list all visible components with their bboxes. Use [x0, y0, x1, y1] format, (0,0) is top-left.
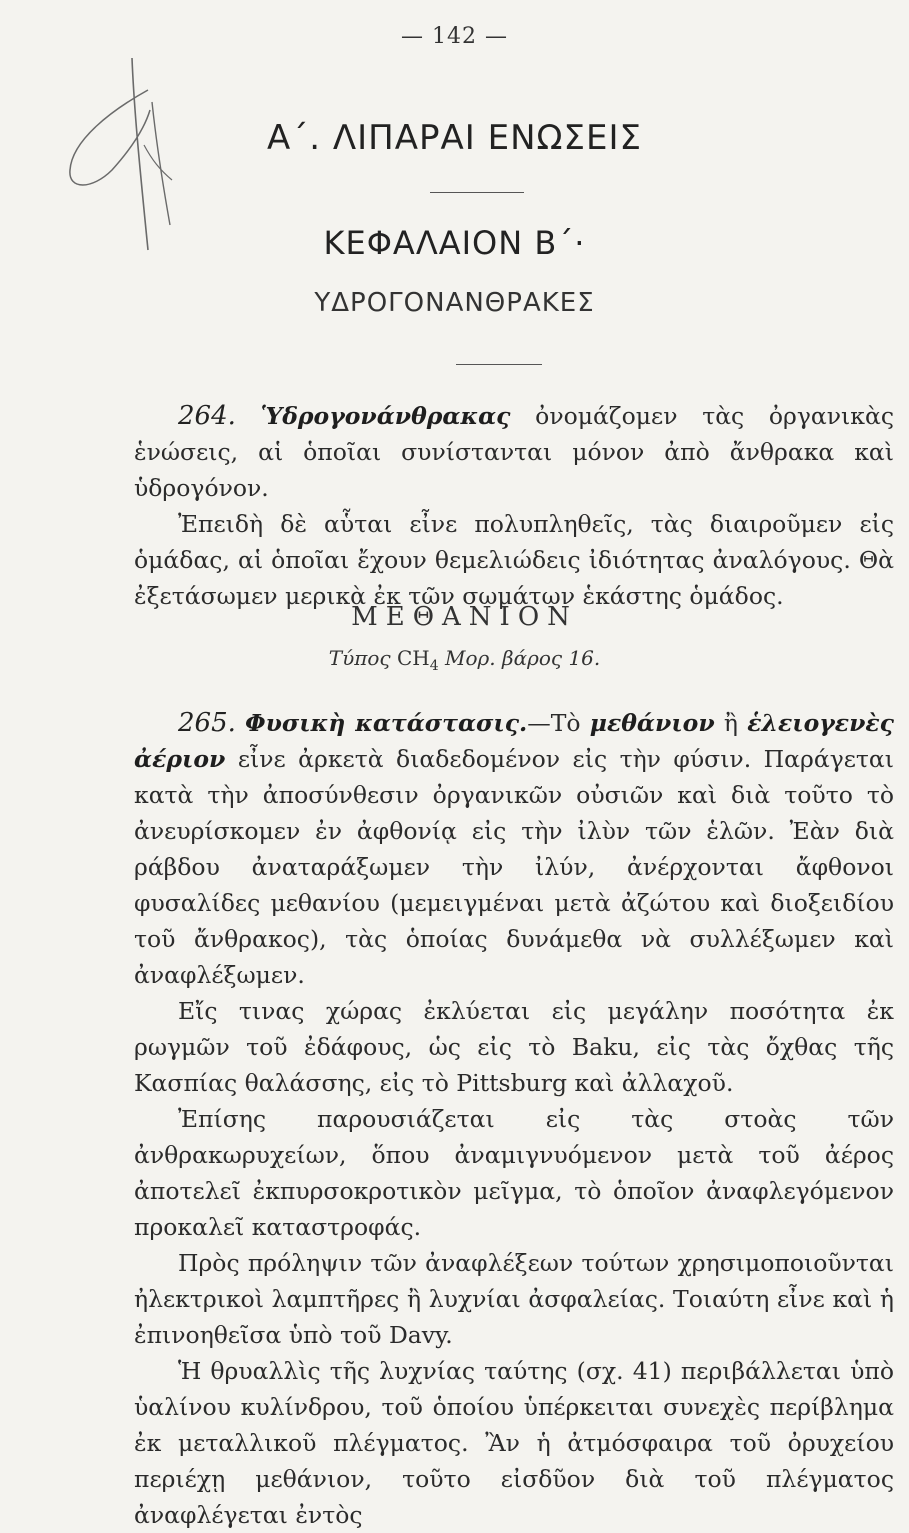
paragraph-number: 265.: [178, 708, 236, 738]
part-title: Α΄. ΛΙΠΑΡΑΙ ΕΝΩΣΕΙΣ: [267, 118, 642, 158]
heading-physical-state: Φυσικὴ κατάστασις.: [245, 709, 528, 737]
paragraph-text: ὀνομάζομεν τὰς ὀργανικὰς ἑνώσεις, αἱ ὁποῖαι συνίστανται μόνον ἀπὸ ἄνθρακα καὶ ὑδρογόνον.: [134, 402, 894, 502]
paragraph-text: Ἐπίσης παρουσιάζεται εἰς τὰς στοὰς τῶν ἀνθρακωρυχείων, ὅπου ἀναμιγνυόμενον μετὰ τοῦ ἀέρος ἀποτελεῖ ἐκπυρσοκροτικὸν μεῖγμα, τὸ ὁποῖον ἀναφλεγόμενον προκαλεῖ καταστροφάς.: [134, 1105, 894, 1241]
page-number: — 142 —: [401, 24, 508, 49]
term-methane: μεθάνιον: [589, 709, 715, 737]
paragraph-text: Ἡ θρυαλλὶς τῆς λυχνίας ταύτης (σχ. 41) περιβάλλεται ὑπὸ ὑαλίνου κυλίνδρου, τοῦ ὁποίου ὑπέρκειται συνεχὲς περίβλημα ἐκ μεταλλικοῦ πλέγματος. Ἂν ἡ ἀτμόσφαιρα τοῦ ὀρυχείου περιέχῃ μεθάνιον, τοῦτο εἰσδῦον διὰ τοῦ πλέγματος ἀναφλέγεται ἐντὸς: [134, 1357, 894, 1529]
type-value: CH: [396, 646, 430, 670]
section-title: ΜΕΘΑΝΙΟΝ: [351, 602, 578, 632]
or-text: ἢ: [714, 709, 748, 737]
term-hydrocarbons: Ὑδρογονάνθρακας: [260, 402, 511, 430]
type-subscript: 4: [429, 658, 439, 674]
chapter-subtitle: ΥΔΡΟΓΟΝΑΝΘΡΑΚΕΣ: [314, 288, 595, 318]
chapter-title: ΚΕΦΑΛΑΙΟΝ Β΄·: [323, 224, 586, 262]
term-marsh-gas: ἑλειογενὲς ἀέριον: [134, 709, 894, 773]
formula-line: [0, 646, 909, 674]
divider-top: [430, 192, 524, 193]
paragraph-265: [134, 705, 894, 1533]
paragraph-264: [134, 398, 894, 614]
divider-bottom: [456, 364, 542, 365]
paragraph-text: Πρὸς πρόληψιν τῶν ἀναφλέξεων τούτων χρησιμοποιοῦνται ἠλεκτρικοὶ λαμπτῆρες ἢ λυχνίαι ἀσφαλείας. Τοιαύτη εἶνε καὶ ἡ ἐπινοηθεῖσα ὑπὸ τοῦ Davy.: [134, 1249, 894, 1349]
paragraph-number: 264.: [178, 401, 236, 431]
paragraph-text: Εἴς τινας χώρας ἐκλύεται εἰς μεγάλην ποσότητα ἐκ ρωγμῶν τοῦ ἐδάφους, ὡς εἰς τὸ Baku, εἰς τὰς ὄχθας τῆς Κασπίας θαλάσσης, εἰς τὸ Pittsburg καὶ ἀλλαχοῦ.: [134, 997, 894, 1097]
dash-text: —Τὸ: [527, 709, 590, 737]
type-label: Τύπος: [328, 646, 391, 670]
mass-value: 16.: [568, 646, 601, 670]
mass-label: Μορ. βάρος: [445, 646, 563, 670]
paragraph-text: εἶνε ἀρκετὰ διαδεδομένον εἰς τὴν φύσιν. Παράγεται κατὰ τὴν ἀποσύνθεσιν ὀργανικῶν οὐσιῶν καὶ διὰ τοῦτο τὸ ἀνευρίσκομεν ἐν ἀφθονίᾳ εἰς τὴν ἰλὺν τῶν ἑλῶν. Ἐὰν διὰ ράβδου ἀναταράξωμεν τὴν ἰλύν, ἀνέρχονται ἄφθονοι φυσαλίδες μεθανίου (μεμειγμέναι μετὰ ἀζώτου καὶ διοξειδίου τοῦ ἄνθρακος), τὰς ὁποίας δυνάμεθα νὰ συλλέξωμεν καὶ ἀναφλέξωμεν.: [134, 745, 894, 989]
paragraph-text: Ἐπειδὴ δὲ αὗται εἶνε πολυπληθεῖς, τὰς διαιροῦμεν εἰς ὁμάδας, αἱ ὁποῖαι ἔχουν θεμελιώδεις ἰδιότητας ἀναλόγους. Θὰ ἐξετάσωμεν μερικὰ ἐκ τῶν σωμάτων ἑκάστης ὁμάδος.: [134, 510, 894, 610]
